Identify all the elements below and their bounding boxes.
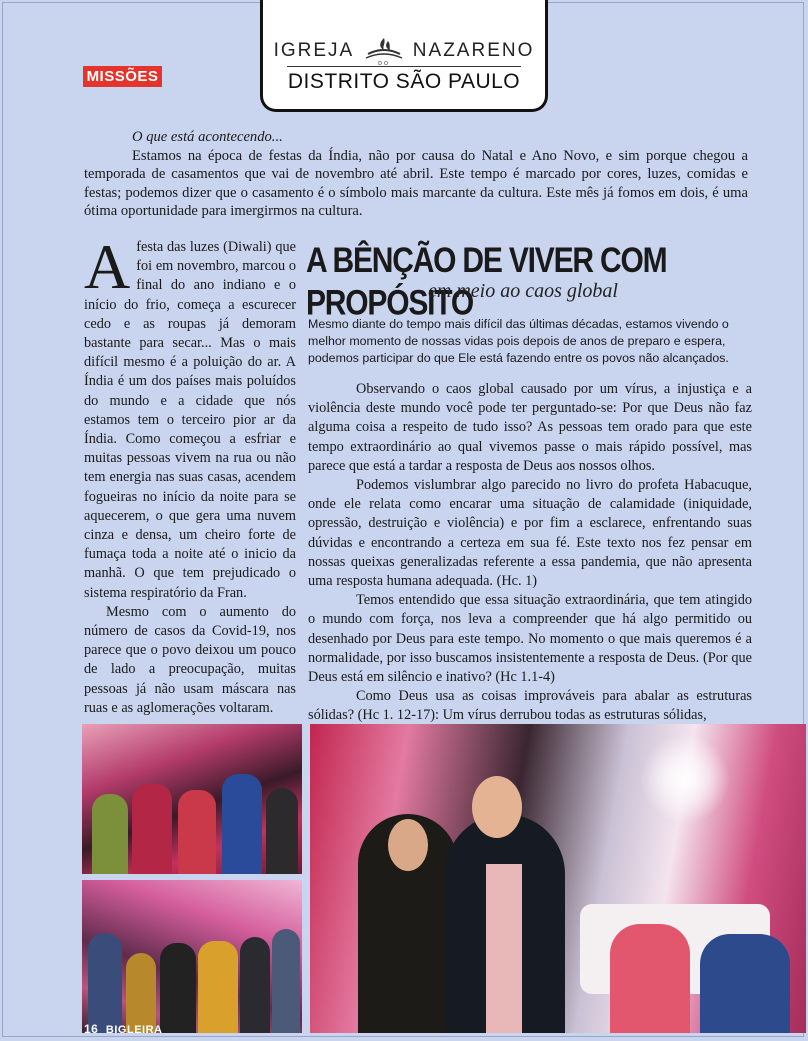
body-paragraph: Podemos vislumbrar algo parecido no livro do profeta Habacuque, onde ele relata como encarar uma situação de calamidade (iniquidade, opressão, destruição e violência) e por fim a esclarece, enfrentando suas dúvidas e encontrando a certeza em sua fé. Este texto nos fez pensar em nossas queixas generalizadas referente a essa pandemia, que não apresenta uma resposta humana adequada. (Hc. 1) xyxy=(308,477,752,590)
brand-left-word: IGREJA xyxy=(273,40,355,61)
intro-question: O que está acontecendo... xyxy=(132,129,283,145)
intro-text: Estamos na época de festas da Índia, não por causa do Natal e Ano Novo, e sim porque chegou a temporada de casamentos que vai de novembro até abril. Este tempo é marcado por cores, luzes, comidas e festas; podemos dizer que o casamento é o símbolo mais marcante da cultura. Este mês já fomos em dois, é uma ótima oportunidade para imergirmos na cultura. xyxy=(84,147,748,219)
article-subhead: em meio ao caos global xyxy=(428,280,618,302)
logo-small-text: DO xyxy=(377,61,390,66)
district-name: DISTRITO SÃO PAULO xyxy=(287,70,521,93)
article-body xyxy=(308,380,752,726)
wedding-photo-1 xyxy=(82,724,302,874)
intro-block xyxy=(84,128,748,221)
section-tag: MISSÕES xyxy=(83,66,162,87)
wedding-photo-2 xyxy=(82,880,302,1033)
left-column xyxy=(84,231,296,718)
body-paragraph: Como Deus usa as coisas improváveis para abalar as estruturas sólidas? (Hc 1. 12-17): Um vírus derrubou todas as estruturas sólidas, xyxy=(308,688,752,724)
brand-divider xyxy=(287,66,521,67)
masthead xyxy=(260,0,548,112)
brand-row xyxy=(263,36,545,66)
article-headline: A BÊNÇÃO DE VIVER COM PROPÓSITO xyxy=(306,241,667,323)
left-paragraph-1 xyxy=(84,231,296,603)
missionaries-photo xyxy=(310,724,806,1033)
article-lead: Mesmo diante do tempo mais difícil das últimas décadas, estamos vivendo o melhor momento de nossas vidas pois depois de anos de preparo e espera, podemos participar do que Ele está fazendo entre os povos não alcançados. xyxy=(308,317,729,365)
brand-right-word: NAZARENO xyxy=(412,40,535,61)
page-footer xyxy=(84,1022,162,1036)
drop-cap: A xyxy=(84,231,131,302)
body-paragraph: Observando o caos global causado por um vírus, a injustiça e a violência deste mundo você pode ter perguntado-se: Por que Deus não faz alguma coisa a respeito de tudo isso? As pessoas tem orado para que este tempo extraordinário ao qual vivemos passe o mais rápido possível, mas parece que está a tardar a resposta de Deus aos nossos olhos. xyxy=(308,381,752,474)
page-number: 16 xyxy=(84,1022,99,1036)
left-paragraph-2: Mesmo com o aumento do número de casos da Covid-19, nos parece que o povo deixou um pouco de lado a preocupação, muitas pessoas já não usam máscara nas ruas e as aglomerações voltaram. xyxy=(84,603,296,716)
magazine-name: BIGLEIRA xyxy=(105,1024,163,1036)
body-paragraph: Temos entendido que essa situação extraordinária, que tem atingido o mundo com força, nos leva a compreender que há algo permitido ou desenhado por Deus para este tempo. No momento o que mais queremos é a normalidade, por isso buscamos insistentemente a resposta de Deus. (Por que Deus está em silêncio e inativo? (Hc 1.1-4) xyxy=(308,592,752,686)
flame-logo-icon xyxy=(364,36,404,66)
light-glow xyxy=(640,734,730,824)
left-paragraph-1-text: festa das luzes (Diwali) que foi em novembro, marcou o final do ano indiano e o início do frio, começa a escurecer cedo e as roupas já demoram bastante para secar... Mas o mais difícil mesmo é a poluição do ar. A Índia é um dos países mais poluídos do mundo e a cidade que nós estamos tem o terceiro pior ar da Índia. Como começou a esfriar e muitas pessoas vivem na rua ou não tem energia nas suas casas, acendem fogueiras no início da noite para se aquecerem, o que gera uma nuvem cinza e densa, um cheiro forte de fumaça toda a noite até o inicio da manhã. O que tem prejudicado o sistema respiratório da Fran. xyxy=(84,239,296,601)
